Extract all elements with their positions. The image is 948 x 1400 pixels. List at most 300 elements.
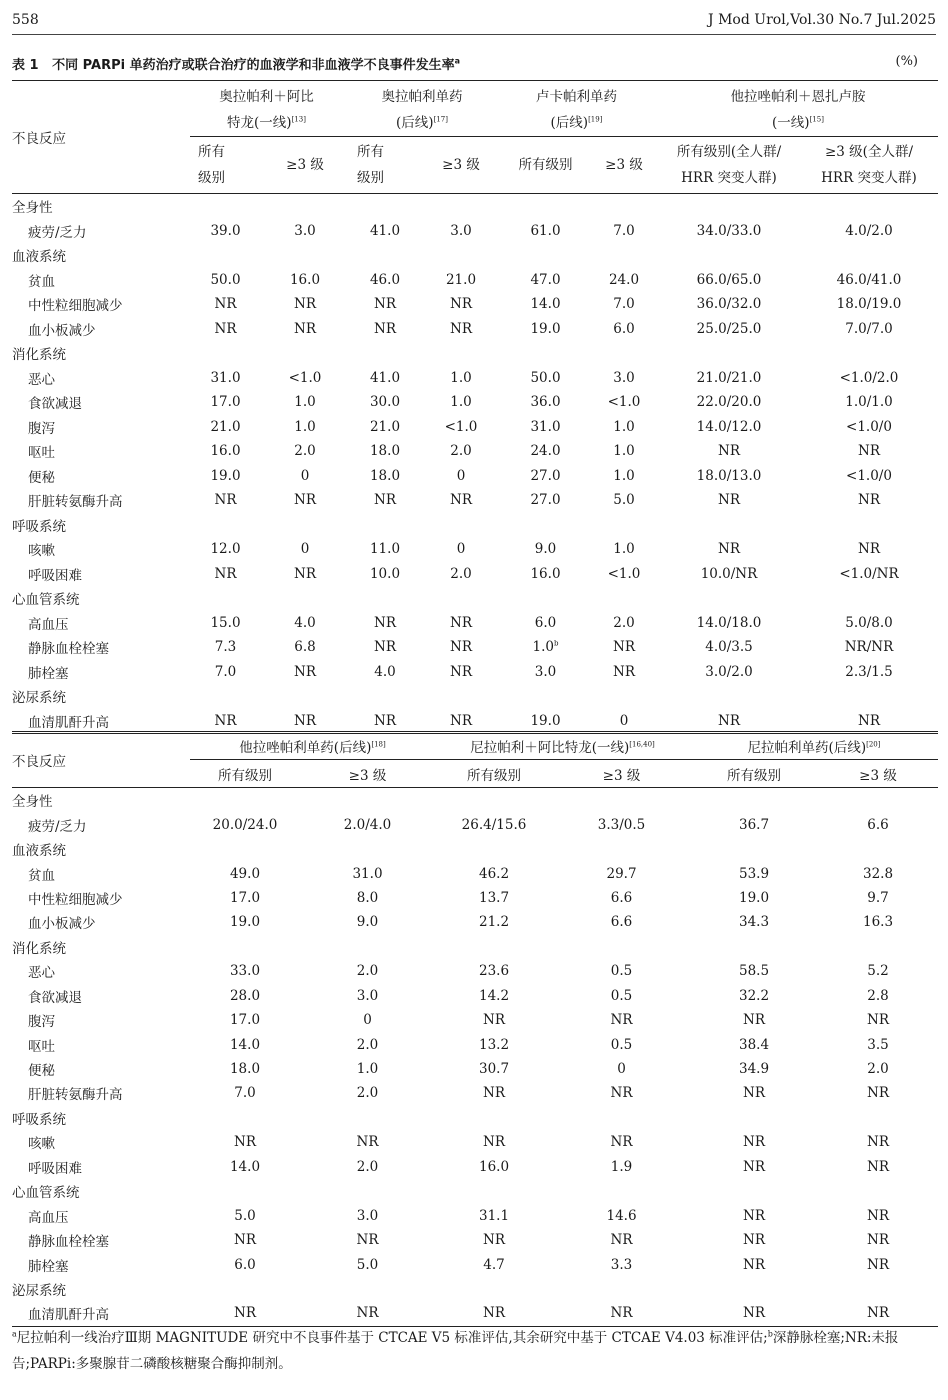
table-cell: 2.0 (356, 1158, 379, 1175)
cell-value: 2.0 (450, 565, 472, 582)
table-cell (658, 635, 800, 660)
row-label: 腹泻 (28, 1014, 55, 1031)
cell-value: 2.0 (613, 614, 635, 631)
table-cell: NR (234, 1305, 256, 1322)
cell-value: 7.0 (613, 222, 635, 239)
subheader-line1: 所有级别(全人群/ (676, 144, 782, 160)
table-cell (190, 292, 261, 317)
table-cell (421, 292, 501, 317)
category-label: 泌尿系统 (12, 690, 66, 707)
table-cell (261, 317, 349, 342)
table-cell (501, 488, 590, 513)
cell-value: 46.0 (369, 271, 401, 288)
table-cell: 14.2 (478, 987, 510, 1004)
table-cell (658, 611, 800, 636)
table-row (12, 537, 938, 562)
table-row (12, 1057, 938, 1081)
category-row (12, 1179, 938, 1203)
table-row (12, 959, 938, 983)
table-cell: 5.2 (867, 963, 889, 980)
table-cell (590, 635, 658, 660)
cell-value: 19.0 (530, 320, 561, 337)
cell-value: 41.0 (369, 369, 401, 386)
cell-value: NR (374, 320, 396, 337)
table-cell: NR (483, 1012, 505, 1029)
table-row (12, 219, 938, 244)
table-cell (261, 660, 349, 685)
table-cell: 0.5 (610, 963, 633, 980)
table-cell (501, 292, 590, 317)
table-cell: 2.0 (356, 1085, 379, 1102)
category-label: 呼吸系统 (12, 518, 66, 535)
table-cell (349, 488, 421, 513)
group-header (435, 732, 690, 760)
table-cell (421, 219, 501, 244)
group-line2-text: (后线) (396, 115, 434, 131)
group-ref: [19] (588, 115, 603, 124)
cell-value: 21.0/21.0 (696, 369, 762, 386)
table-cell (421, 317, 501, 342)
cell-value: NR (214, 296, 237, 313)
table-cell: 2.0/4.0 (343, 816, 392, 833)
table-cell (261, 464, 349, 489)
table-cell (658, 219, 800, 244)
group-line2-text: (后线) (550, 115, 589, 131)
subheader-cell (800, 137, 938, 194)
cell-value: <1.0/0 (846, 418, 892, 435)
row-label: 呕吐 (28, 445, 55, 462)
cell-value: 27.0 (530, 492, 561, 509)
table-label: 表 1 (12, 58, 39, 73)
row-label: 呼吸困难 (28, 1160, 82, 1177)
table-cell: 14.6 (606, 1207, 637, 1224)
group-header (190, 81, 349, 137)
category-label: 心血管系统 (12, 592, 80, 609)
table-cell (501, 464, 590, 489)
cell-value: NR (294, 712, 316, 729)
group-line1: 奥拉帕利＋阿比 (219, 89, 314, 105)
table-cell (349, 660, 421, 685)
table-cell: 0 (617, 1061, 626, 1078)
table-cell (421, 488, 501, 513)
table-cell: NR (867, 1012, 890, 1029)
table-cell: 3.0 (356, 1207, 379, 1224)
table-cell (501, 635, 590, 660)
subheader-cell: 所有级别 (435, 760, 553, 788)
row-label: 肺栓塞 (28, 665, 69, 682)
table-cell: NR (610, 1305, 633, 1322)
table-cell: 32.2 (738, 987, 770, 1004)
cell-value: 4.0/3.5 (705, 639, 753, 656)
table-cell (800, 317, 938, 342)
group-line2 (190, 110, 343, 136)
table-cell (800, 366, 938, 391)
row-label: 疲劳/乏力 (28, 224, 87, 241)
table-cell: 53.9 (738, 865, 770, 882)
cell-value: NR (214, 492, 237, 509)
cell-value: 2.3/1.5 (845, 663, 893, 680)
table-cell (658, 488, 800, 513)
cell-value: <1.0 (607, 394, 641, 411)
cell-value: 21.0 (210, 418, 241, 435)
subheader-line2: 级别 (357, 170, 384, 186)
cell-value: 19.0 (210, 467, 241, 484)
table-cell: 13.2 (478, 1036, 510, 1053)
table-cell: 26.4/15.6 (461, 816, 527, 833)
table-cell (190, 660, 261, 685)
row-label: 肝脏转氨酶升高 (28, 1087, 123, 1104)
subheader-cell: ≥3 级 (553, 760, 690, 788)
cell-value: 10.0 (369, 565, 401, 582)
table-cell: 6.6 (610, 889, 633, 906)
group-line2 (349, 110, 495, 136)
table-cell (190, 611, 261, 636)
table-cell (261, 562, 349, 587)
table-cell (800, 464, 938, 489)
cell-value: 10.0/NR (700, 565, 758, 582)
subheader-cell (501, 137, 590, 194)
group-ref: [13] (291, 115, 306, 124)
table-row (12, 439, 938, 464)
table-cell: 6.6 (867, 816, 889, 833)
table-cell: 3.0 (356, 987, 379, 1004)
cell-value: 36.0 (530, 394, 561, 411)
row-label: 贫血 (28, 867, 55, 884)
category-label: 血液系统 (12, 843, 66, 860)
table-cell (190, 268, 261, 293)
table-cell: 0.5 (610, 987, 633, 1004)
table-cell (590, 268, 658, 293)
subheader-cell (190, 137, 261, 194)
table-cell: 13.7 (478, 889, 510, 906)
cell-value: 3.0 (450, 222, 472, 239)
table-cell (421, 660, 501, 685)
table-cell (349, 317, 421, 342)
table-cell: 30.7 (478, 1061, 510, 1078)
subheader-line1: 所有 (357, 144, 384, 160)
group-line2-text: (一线) (772, 115, 810, 131)
table-cell: 3.3 (610, 1256, 633, 1273)
row-header-cell: 不良反应 (12, 81, 190, 194)
table-cell (658, 537, 800, 562)
table-cell (349, 562, 421, 587)
table-row (12, 611, 938, 636)
cell-value: 18.0/13.0 (696, 467, 762, 484)
table-cell: NR (743, 1134, 765, 1151)
table-cell: NR (610, 1134, 633, 1151)
cell-value: 66.0/65.0 (696, 271, 762, 288)
cell-value: <1.0 (444, 418, 478, 435)
table-cell (349, 268, 421, 293)
table-cell: 49.0 (229, 865, 261, 882)
table-row (12, 317, 938, 342)
cell-value: NR (450, 492, 472, 509)
table-row (12, 1203, 938, 1227)
cell-value: 0 (456, 467, 466, 484)
cell-value: 6.0 (613, 320, 635, 337)
cell-value: 18.0 (369, 443, 401, 460)
row-label: 食欲减退 (28, 989, 82, 1006)
cell-value: 9.0 (534, 541, 557, 558)
cell-value: 47.0 (530, 271, 561, 288)
table-title-sup: a (454, 56, 461, 66)
cell-value: 12.0 (210, 541, 241, 558)
table-row (12, 660, 938, 685)
subheader-line1: 所有 (198, 144, 225, 160)
row-label: 恶心 (28, 965, 55, 982)
category-row (12, 194, 938, 219)
subheader-line1: ≥3 级 (605, 157, 643, 173)
subheader-cell: 所有级别 (190, 760, 300, 788)
table-cell (800, 537, 938, 562)
group-line1: 他拉唑帕利＋恩扎卢胺 (730, 89, 866, 105)
group-label: 尼拉帕利单药(后线) (747, 739, 867, 756)
category-label: 消化系统 (12, 940, 66, 957)
category-row (12, 243, 938, 268)
cell-value: 3.0 (294, 222, 316, 239)
table-cell: 2.0 (356, 1036, 379, 1053)
table-cell (658, 268, 800, 293)
table-cell (590, 611, 658, 636)
category-row (12, 586, 938, 611)
table-cell: 31.1 (478, 1207, 510, 1224)
table-cell: 19.0 (229, 914, 261, 931)
table-cell: 2.0 (356, 963, 379, 980)
table-cell (501, 562, 590, 587)
table-cell: NR (610, 1085, 633, 1102)
cell-value: 17.0 (210, 394, 241, 411)
table-cell (261, 268, 349, 293)
cell-value: 1.0 (613, 467, 635, 484)
table-cell (590, 415, 658, 440)
table-cell (658, 415, 800, 440)
table-cell (421, 415, 501, 440)
table-cell: 7.0 (234, 1085, 256, 1102)
table-cell: 34.9 (738, 1061, 770, 1078)
table-cell (590, 709, 658, 734)
table-row (12, 886, 938, 910)
table-cell: 36.7 (738, 816, 770, 833)
row-label: 高血压 (28, 616, 69, 633)
cell-value: 7.0/7.0 (845, 320, 893, 337)
cell-value: 16.0 (289, 271, 321, 288)
table-header-row (12, 732, 938, 760)
table-cell (190, 562, 261, 587)
table-cell (590, 390, 658, 415)
table-row (12, 366, 938, 391)
table-title: 不同 PARPi 单药治疗或联合治疗的血液学和非血液学不良事件发生率 (52, 58, 455, 73)
footnote-sup-b: b (767, 1329, 773, 1339)
table-cell: 2.8 (867, 987, 889, 1004)
cell-value: 1.0 (294, 394, 316, 411)
table-cell: NR (743, 1012, 765, 1029)
table-cell (349, 415, 421, 440)
cell-value: NR (294, 492, 316, 509)
cell-value: 3.0 (534, 663, 557, 680)
cell-value: 31.0 (530, 418, 561, 435)
table-cell (190, 366, 261, 391)
table-cell (501, 219, 590, 244)
table-row (12, 709, 938, 734)
category-label: 消化系统 (12, 347, 66, 364)
subheader-cell (658, 137, 800, 194)
cell-value: 5.0/8.0 (845, 614, 893, 631)
cell-sup: b (554, 639, 559, 648)
table-cell (349, 439, 421, 464)
table-cell: 8.0 (356, 889, 379, 906)
group-ref: [18] (371, 740, 386, 748)
table-cell: 20.0/24.0 (212, 816, 278, 833)
table-cell: NR (867, 1305, 890, 1322)
table-cell: 14.0 (229, 1158, 261, 1175)
table-cell: 21.2 (478, 914, 510, 931)
row-label: 静脉血栓栓塞 (28, 1234, 109, 1251)
row-header-cell: 不良反应 (12, 732, 190, 788)
cell-value: <1.0/NR (839, 565, 899, 582)
cell-value: 25.0/25.0 (696, 320, 762, 337)
table-row (12, 1081, 938, 1105)
table-cell (658, 562, 800, 587)
table-cell (501, 611, 590, 636)
subheader-line1: ≥3 级 (442, 157, 480, 173)
subheader-cell (421, 137, 501, 194)
cell-value: NR (718, 712, 740, 729)
table-cell: NR (743, 1085, 765, 1102)
cell-value: NR (294, 663, 316, 680)
table-cell (190, 439, 261, 464)
table-cell (658, 317, 800, 342)
table-cell (190, 464, 261, 489)
cell-value: 1.0 (450, 394, 472, 411)
subheader-cell: ≥3 级 (818, 760, 938, 788)
table-cell: NR (743, 1232, 765, 1249)
cell-value: NR (374, 712, 396, 729)
cell-value: 21.0 (369, 418, 401, 435)
table-cell (800, 219, 938, 244)
table-cell (261, 537, 349, 562)
cell-value: NR (374, 296, 396, 313)
table-cell (658, 709, 800, 734)
table-cell (190, 537, 261, 562)
table-cell (349, 366, 421, 391)
cell-value: NR (294, 320, 316, 337)
cell-value: NR (858, 541, 880, 558)
table-cell (590, 562, 658, 587)
table-row (12, 984, 938, 1008)
table-cell (590, 660, 658, 685)
page-number: 558 (12, 12, 39, 28)
table-cell (190, 709, 261, 734)
row-label: 咳嗽 (28, 543, 55, 560)
cell-value: 14.0/12.0 (696, 418, 762, 435)
table-row (12, 415, 938, 440)
table-cell: NR (234, 1134, 256, 1151)
table-cell: 6.0 (234, 1256, 256, 1273)
cell-value: 14.0 (530, 296, 561, 313)
table-cell: NR (356, 1232, 379, 1249)
group-header (190, 732, 435, 760)
table-cell (421, 611, 501, 636)
table-cell: 1.0 (356, 1061, 379, 1078)
row-label: 高血压 (28, 1209, 69, 1226)
cell-value: 2.0 (294, 443, 316, 460)
table-cell (658, 366, 800, 391)
table-caption (12, 54, 936, 76)
cell-value: 4.0/2.0 (845, 222, 893, 239)
table-cell (261, 292, 349, 317)
table-cell (190, 635, 261, 660)
row-label: 腹泻 (28, 420, 55, 437)
cell-value: NR (718, 541, 740, 558)
cell-value: NR (450, 614, 472, 631)
table-cell (261, 219, 349, 244)
group-line1: 奥拉帕利单药 (381, 89, 463, 105)
category-row (12, 684, 938, 709)
table-cell: 46.2 (478, 865, 510, 882)
table-cell: NR (356, 1305, 379, 1322)
cell-value: 24.0 (608, 271, 640, 288)
category-label: 全身性 (12, 200, 53, 217)
table-cell (501, 537, 590, 562)
table-row (12, 1008, 938, 1032)
table-cell (349, 709, 421, 734)
table-cell (800, 292, 938, 317)
table-cell (261, 439, 349, 464)
table-row (12, 910, 938, 934)
table-cell: 1.9 (610, 1158, 633, 1175)
row-label: 呕吐 (28, 1038, 55, 1055)
category-row (12, 837, 938, 861)
table-cell: NR (234, 1232, 256, 1249)
table-cell: 17.0 (229, 1012, 261, 1029)
cell-value: 24.0 (530, 443, 561, 460)
subheader-line2: HRR 突变人群) (681, 170, 777, 186)
cell-value: 14.0/18.0 (696, 614, 762, 631)
row-label: 血清肌酐升高 (28, 1307, 109, 1324)
table-cell: 3.5 (867, 1036, 889, 1053)
table-cell (421, 464, 501, 489)
table-cell: NR (483, 1232, 505, 1249)
cell-value: 31.0 (210, 369, 241, 386)
table-cell: 14.0 (229, 1036, 261, 1053)
table-row (12, 1301, 938, 1326)
cell-value: 5.0 (613, 492, 635, 509)
table-row (12, 1252, 938, 1276)
table-cell (190, 415, 261, 440)
cell-value: 2.0 (450, 443, 472, 460)
subheader-line1: ≥3 级(全人群/ (824, 144, 913, 160)
table-cell (800, 488, 938, 513)
table-cell: 18.0 (229, 1061, 261, 1078)
cell-value: 46.0/41.0 (836, 271, 902, 288)
table-cell (590, 292, 658, 317)
table-cell: 0.5 (610, 1036, 633, 1053)
group-ref: [15] (809, 115, 824, 124)
group-label: 他拉唑帕利单药(后线) (239, 739, 372, 756)
row-label: 呼吸困难 (28, 567, 82, 584)
cell-value: NR (613, 663, 635, 680)
cell-value: NR (450, 663, 472, 680)
table-cell (421, 268, 501, 293)
group-header (658, 81, 938, 137)
group-ref: [17] (433, 115, 448, 124)
table-cell (261, 488, 349, 513)
table-cell (590, 537, 658, 562)
row-label: 贫血 (28, 273, 55, 290)
table-row (12, 464, 938, 489)
table-cell: 0 (363, 1012, 372, 1029)
subheader-cell: 所有级别 (690, 760, 818, 788)
